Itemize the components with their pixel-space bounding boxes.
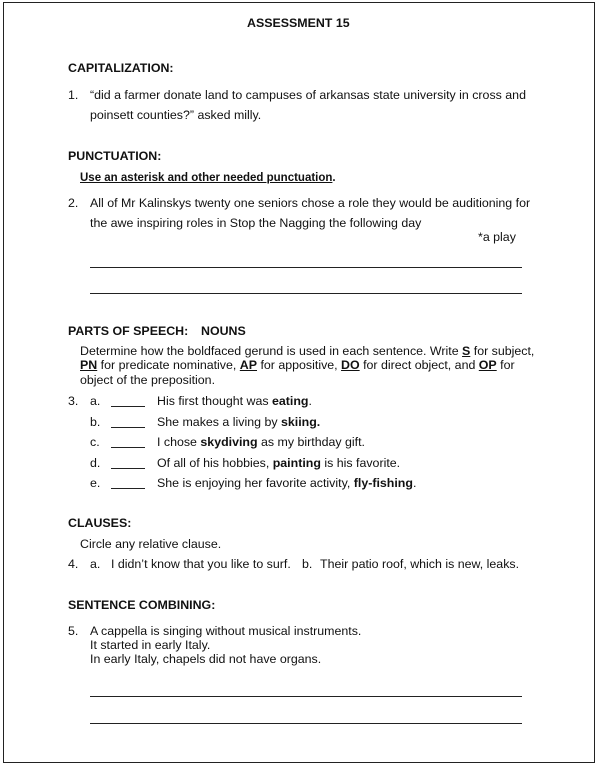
gerund-sentence: She makes a living by skiing. <box>157 415 321 429</box>
clauses-heading: CLAUSES: <box>68 516 132 530</box>
sentence-combining-heading: SENTENCE COMBINING: <box>68 598 216 612</box>
answer-blank[interactable] <box>111 395 145 407</box>
clause-sentence-a[interactable]: I didn’t know that you like to surf. <box>111 557 291 571</box>
nouns-subheading: NOUNS <box>201 324 246 338</box>
answer-line[interactable] <box>90 723 522 724</box>
gerund-sentence: I chose skydiving as my birthday gift. <box>157 435 365 449</box>
punctuation-line-2: the awe inspiring roles in Stop the Nagging the following day <box>90 216 422 230</box>
punctuation-instruction-period: . <box>332 172 336 184</box>
footnote-label: *a play <box>478 230 516 244</box>
item-letter: d. <box>90 456 101 470</box>
clause-sentence-b[interactable]: Their patio roof, which is new, leaks. <box>320 557 520 571</box>
clause-letter-b: b. <box>302 557 313 571</box>
combining-sentence-1: A cappella is singing without musical instruments. <box>90 624 362 638</box>
punctuation-line-1: All of Mr Kalinskys twenty one seniors chose a role they would be auditioning for <box>90 196 531 210</box>
answer-blank[interactable] <box>111 416 145 428</box>
parts-instruction-line-1: Determine how the boldfaced gerund is used in each sentence. Write S for subject, <box>80 344 535 358</box>
combining-sentence-3: In early Italy, chapels did not have organs. <box>90 652 322 666</box>
answer-blank[interactable] <box>111 457 145 469</box>
answer-line[interactable] <box>90 696 522 697</box>
page-title: ASSESSMENT 15 <box>247 16 350 30</box>
question-number-4: 4. <box>68 557 79 571</box>
answer-line[interactable] <box>90 293 522 294</box>
gerund-sentence: His first thought was eating. <box>157 394 312 408</box>
parts-instruction-line-2: PN for predicate nominative, AP for appositive, DO for direct object, and OP for <box>80 358 515 372</box>
item-letter: a. <box>90 394 101 408</box>
parts-instruction-line-3: object of the preposition. <box>80 373 216 387</box>
answer-line[interactable] <box>90 267 522 268</box>
punctuation-instruction <box>80 171 336 186</box>
punctuation-instruction-text: Use an asterisk and other needed punctuation <box>80 172 333 184</box>
clause-letter-a: a. <box>90 557 101 571</box>
question-number-5: 5. <box>68 624 79 638</box>
clauses-instruction: Circle any relative clause. <box>80 537 222 551</box>
answer-blank[interactable] <box>111 436 145 448</box>
answer-blank[interactable] <box>111 477 145 489</box>
parts-of-speech-heading: PARTS OF SPEECH: <box>68 324 189 338</box>
item-letter: c. <box>90 435 100 449</box>
question-number-1: 1. <box>68 88 79 102</box>
question-number-3: 3. <box>68 394 79 408</box>
capitalization-line-2: poinsett counties?” asked milly. <box>90 108 262 122</box>
item-letter: b. <box>90 415 101 429</box>
punctuation-heading: PUNCTUATION: <box>68 149 162 163</box>
capitalization-line-1: “did a farmer donate land to campuses of arkansas state university in cross and <box>90 88 526 102</box>
question-number-2: 2. <box>68 196 79 210</box>
combining-sentence-2: It started in early Italy. <box>90 638 211 652</box>
gerund-sentence: She is enjoying her favorite activity, fly-fishing. <box>157 476 417 490</box>
gerund-sentence: Of all of his hobbies, painting is his favorite. <box>157 456 401 470</box>
capitalization-heading: CAPITALIZATION: <box>68 61 174 75</box>
item-letter: e. <box>90 476 101 490</box>
